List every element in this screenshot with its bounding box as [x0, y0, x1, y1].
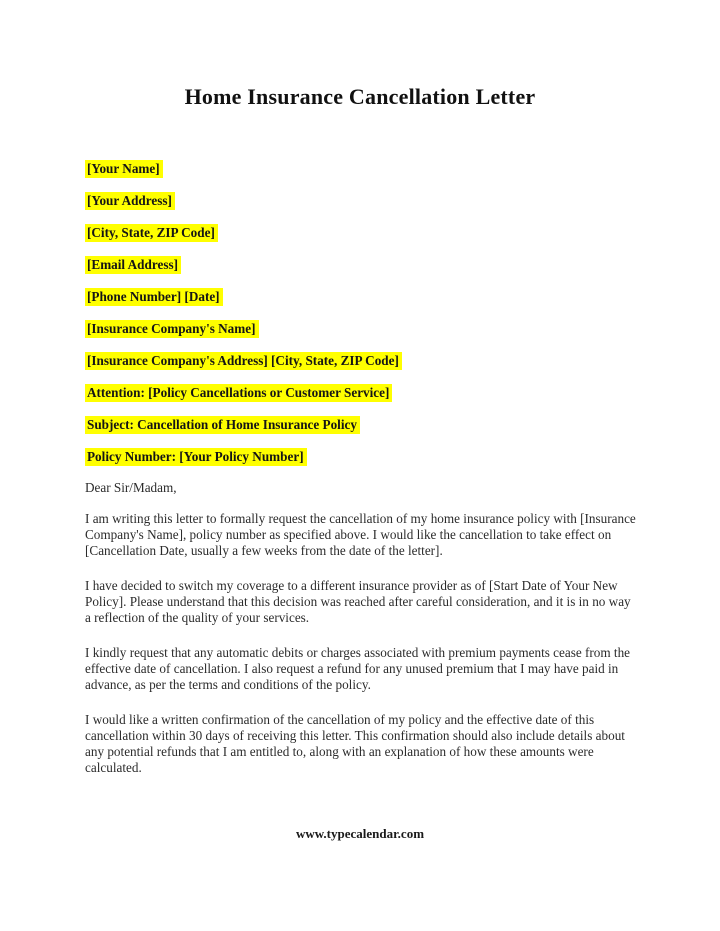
placeholder-line-company-address	[85, 352, 637, 369]
placeholder-line-your-address	[85, 192, 637, 209]
highlighted-text: Attention: [Policy Cancellations or Customer Service]	[85, 384, 392, 402]
paragraph-request-cancellation: I am writing this letter to formally request the cancellation of my home insurance policy with [Insurance Company's Name], policy number as specified above. I would like the cancellation to take effect on [Cancellation Date, usually a few weeks from the date of the letter].	[85, 511, 636, 558]
highlighted-text: [Email Address]	[85, 256, 181, 274]
salutation: Dear Sir/Madam,	[85, 480, 177, 495]
placeholder-line-email	[85, 256, 637, 273]
highlighted-text: [Phone Number] [Date]	[85, 288, 223, 306]
paragraph-written-confirmation: I would like a written confirmation of the cancellation of my policy and the effective date of this cancellation within 30 days of receiving this letter. This confirmation should also include details about any potential refunds that I am entitled to, along with an explanation of how these amounts were calculated.	[85, 712, 625, 775]
placeholder-line-company-name	[85, 320, 637, 337]
placeholder-line-your-name	[85, 160, 637, 177]
highlighted-text: [Your Address]	[85, 192, 175, 210]
placeholder-line-city-state-zip	[85, 224, 637, 241]
letter-header-block	[0, 160, 720, 465]
paragraph-stop-debits-refund: I kindly request that any automatic debits or charges associated with premium payments cease from the effective date of cancellation. I also request a refund for any unused premium that I may have paid in advance, as per the terms and conditions of the policy.	[85, 645, 631, 692]
page-title: Home Insurance Cancellation Letter	[184, 84, 536, 109]
highlighted-text: [Your Name]	[85, 160, 163, 178]
paragraph-switch-provider: I have decided to switch my coverage to a different insurance provider as of [Start Date of Your New Policy]. Please understand that this decision was reached after careful consideration, and it is in no way a reflection of the quality of your services.	[85, 578, 631, 625]
highlighted-text: [Insurance Company's Name]	[85, 320, 259, 338]
highlighted-text: [City, State, ZIP Code]	[85, 224, 218, 242]
footer-url: www.typecalendar.com	[295, 826, 425, 841]
placeholder-line-attention	[85, 384, 637, 401]
placeholder-line-phone-date	[85, 288, 637, 305]
highlighted-text: [Insurance Company's Address] [City, State, ZIP Code]	[85, 352, 402, 370]
letter-body	[0, 480, 720, 776]
placeholder-line-policy-number	[85, 448, 637, 465]
placeholder-line-subject	[85, 416, 637, 433]
highlighted-text: Subject: Cancellation of Home Insurance Policy	[85, 416, 360, 434]
highlighted-text: Policy Number: [Your Policy Number]	[85, 448, 307, 466]
